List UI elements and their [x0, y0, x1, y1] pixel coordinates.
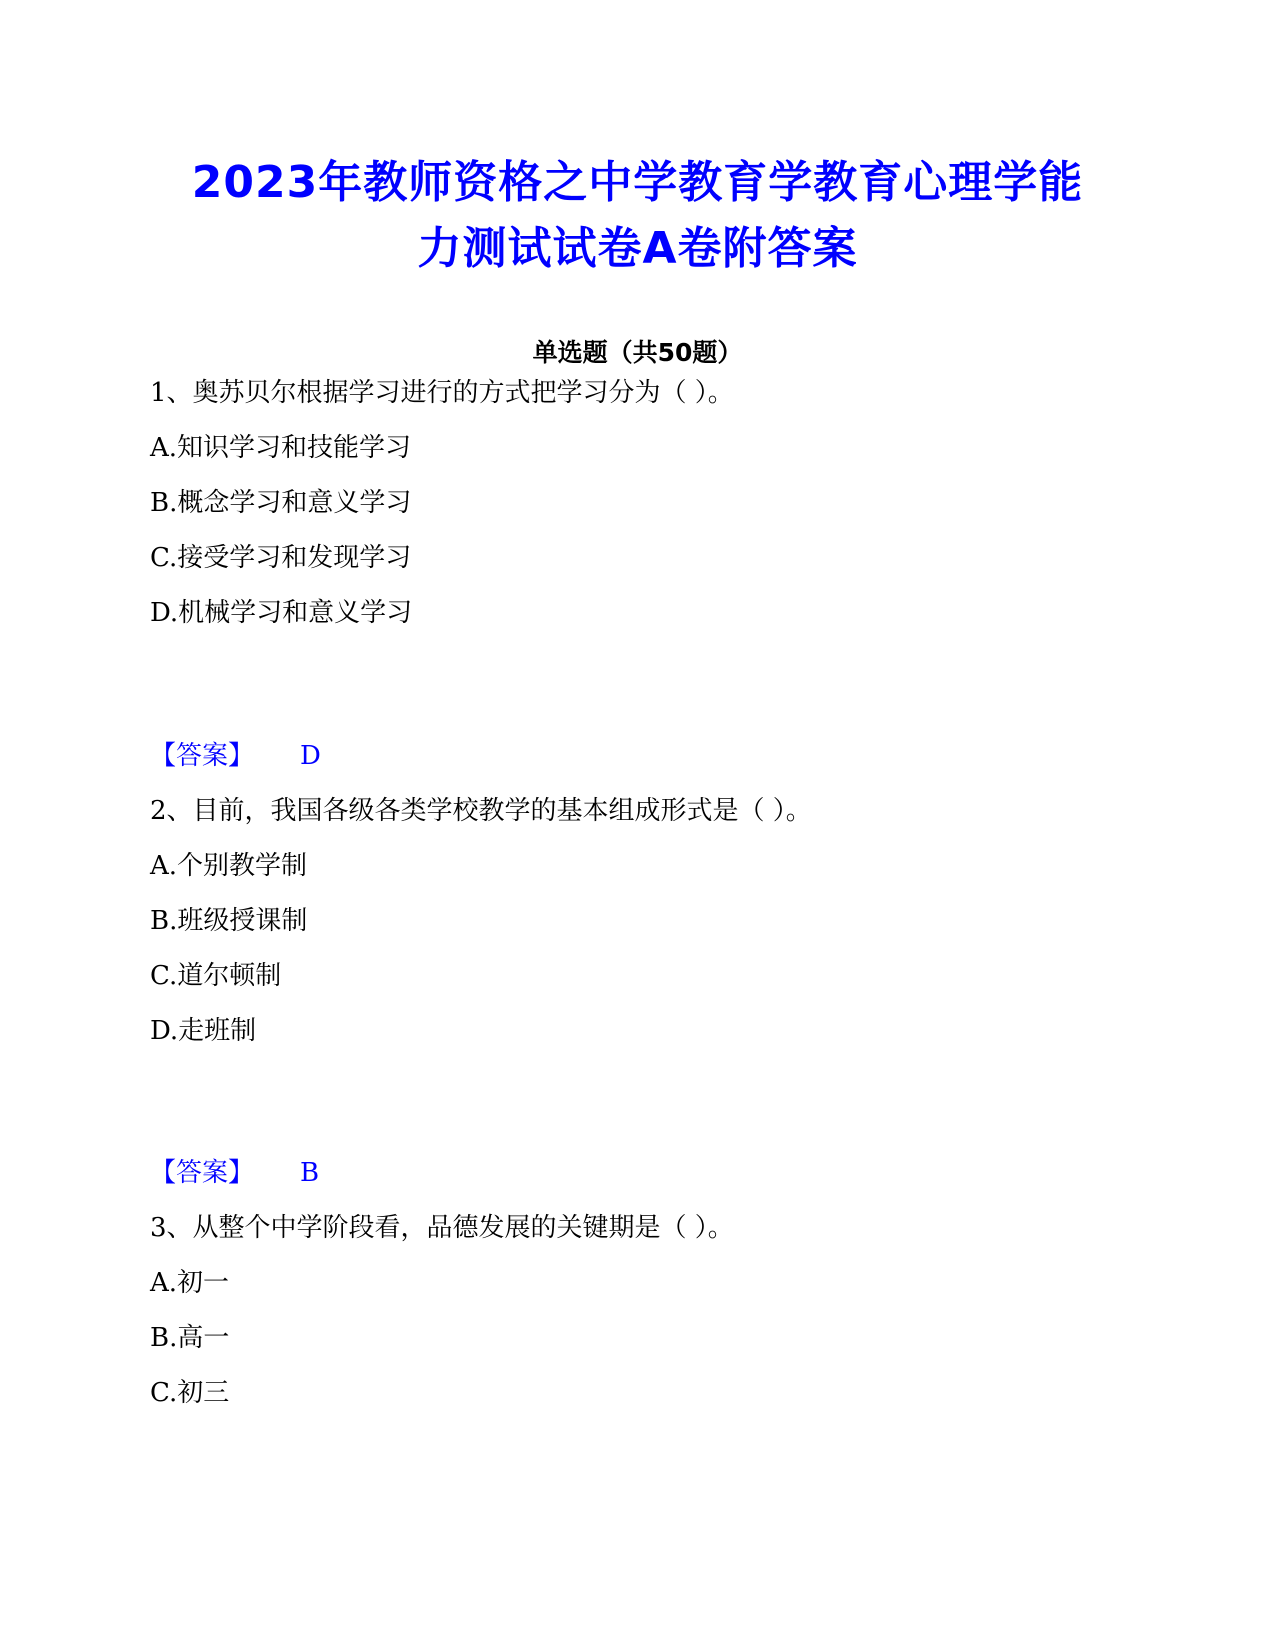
question-1-option-b: B.概念学习和意义学习 [150, 488, 412, 518]
question-2-option-d: D.走班制 [150, 1016, 257, 1046]
question-2-option-c: C.道尔顿制 [150, 961, 282, 991]
title-line-1: 2023年教师资格之中学教育学教育心理学能 [191, 157, 1084, 208]
title-line-2: 力测试试卷A卷附答案 [417, 223, 858, 274]
question-1-option-a: A.知识学习和技能学习 [150, 433, 412, 463]
question-1-option-d: D.机械学习和意义学习 [150, 598, 413, 628]
question-3-option-b: B.高一 [150, 1323, 230, 1353]
answer-label: 【答案】 [150, 741, 255, 771]
document-title [100, 150, 1175, 282]
question-3-option-a: A.初一 [150, 1268, 230, 1298]
question-3-stem: 3、从整个中学阶段看，品德发展的关键期是（ ）。 [150, 1213, 734, 1243]
answer-label: 【答案】 [150, 1158, 255, 1188]
question-2-option-a: A.个别教学制 [150, 851, 308, 881]
question-3-option-c: C.初三 [150, 1378, 230, 1408]
question-2-answer [150, 1155, 750, 1191]
answer-value: B [300, 1158, 320, 1188]
answer-value: D [300, 741, 321, 771]
question-1-stem: 1、奥苏贝尔根据学习进行的方式把学习分为（ ）。 [150, 378, 734, 408]
question-1-answer [150, 738, 750, 774]
question-2-stem: 2、目前，我国各级各类学校教学的基本组成形式是（ ）。 [150, 796, 812, 826]
question-2-option-b: B.班级授课制 [150, 906, 308, 936]
section-heading: 单选题（共50题） [532, 338, 743, 367]
question-1-option-c: C.接受学习和发现学习 [150, 543, 412, 573]
